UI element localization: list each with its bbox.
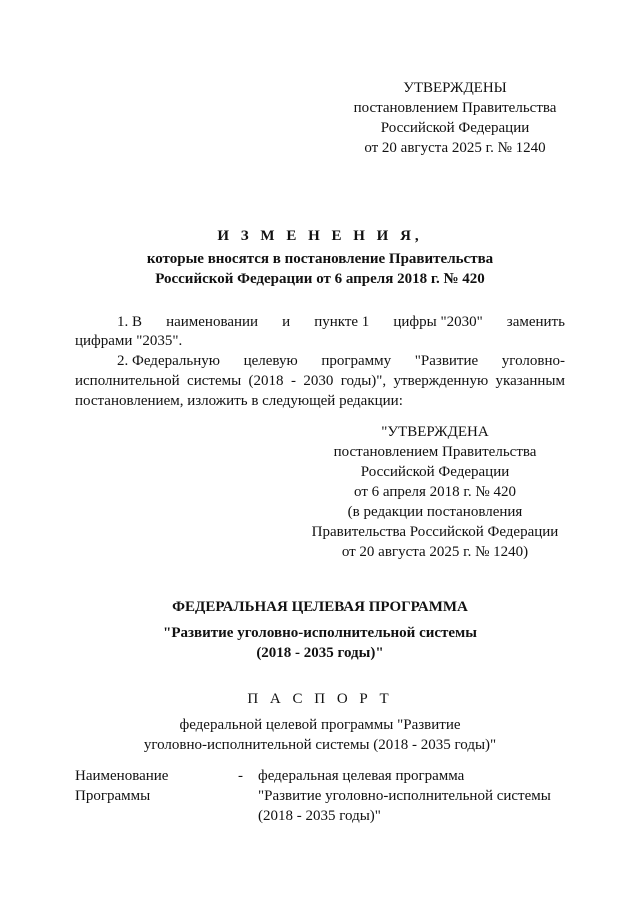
program-name-block xyxy=(60,623,580,663)
changes-subtitle: которые вносятся в постановление Правительства xyxy=(146,251,494,267)
item-2-line: постановлением, изложить в следующей редакции: xyxy=(75,393,403,409)
passport-value: (2018 - 2035 годы)" xyxy=(258,808,381,824)
item-word: наименовании xyxy=(166,314,259,330)
item-1-line: цифрами "2035". xyxy=(75,333,183,349)
item-2-line xyxy=(117,351,565,371)
passport-label: Программы xyxy=(75,788,151,804)
changes-title-block xyxy=(60,226,580,246)
approval-line: постановлением Правительства xyxy=(353,100,557,116)
program-block xyxy=(60,597,580,617)
approval-line: Российской Федерации xyxy=(380,120,530,136)
approval-2-block xyxy=(300,422,570,562)
passport-value-block xyxy=(258,766,551,826)
item-word: 2. Федеральную xyxy=(117,353,220,369)
changes-subtitle: Российской Федерации от 6 апреля 2018 г. № 420 xyxy=(155,271,485,287)
program-name: "Развитие уголовно-исполнительной системы xyxy=(163,625,477,641)
item-2-line: исполнительной системы (2018 - 2030 годы)", утвержденную указанным xyxy=(75,373,565,389)
approval-heading: УТВЕРЖДЕНЫ xyxy=(403,80,507,96)
approval-2-line: Правительства Российской Федерации xyxy=(311,524,559,540)
item-word: программу xyxy=(321,353,392,369)
item-word: цифры "2030" xyxy=(393,314,483,330)
approval-block xyxy=(340,78,570,158)
passport-subtitle: федеральной целевой программы "Развитие xyxy=(179,717,461,733)
approval-2-heading: "УТВЕРЖДЕНА xyxy=(381,424,489,440)
approval-2-line: постановлением Правительства xyxy=(333,444,537,460)
item-word: уголовно- xyxy=(501,353,565,369)
approval-2-line: от 20 августа 2025 г. № 1240) xyxy=(341,544,529,560)
changes-subtitle-block xyxy=(60,249,580,289)
passport-title-block xyxy=(60,689,580,709)
passport-label-block xyxy=(75,766,168,806)
passport-value: федеральная целевая программа xyxy=(258,768,465,784)
approval-2-line: Российской Федерации xyxy=(360,464,510,480)
approval-line: от 20 августа 2025 г. № 1240 xyxy=(364,140,546,156)
program-name: (2018 - 2035 годы)" xyxy=(256,645,384,661)
changes-title: И З М Е Н Е Н И Я, xyxy=(217,228,423,244)
item-word: заменить xyxy=(506,314,565,330)
item-word: 1. В xyxy=(117,314,143,330)
program-title: ФЕДЕРАЛЬНАЯ ЦЕЛЕВАЯ ПРОГРАММА xyxy=(172,599,468,615)
item-word: целевую xyxy=(243,353,298,369)
item-1-line xyxy=(117,312,565,332)
passport-subtitle: уголовно-исполнительной системы (2018 - 2035 годы)" xyxy=(143,737,497,753)
item-word: "Развитие xyxy=(414,353,479,369)
item-word: пункте 1 xyxy=(314,314,370,330)
passport-subtitle-block xyxy=(60,715,580,755)
passport-value: "Развитие уголовно-исполнительной системы xyxy=(258,788,551,804)
approval-2-line: от 6 апреля 2018 г. № 420 xyxy=(354,484,516,500)
passport-label: Наименование xyxy=(75,768,169,784)
passport-title: П А С П О Р Т xyxy=(247,691,393,707)
item-word: и xyxy=(282,314,291,330)
approval-2-line: (в редакции постановления xyxy=(347,504,523,520)
passport-dash: - xyxy=(238,768,243,784)
